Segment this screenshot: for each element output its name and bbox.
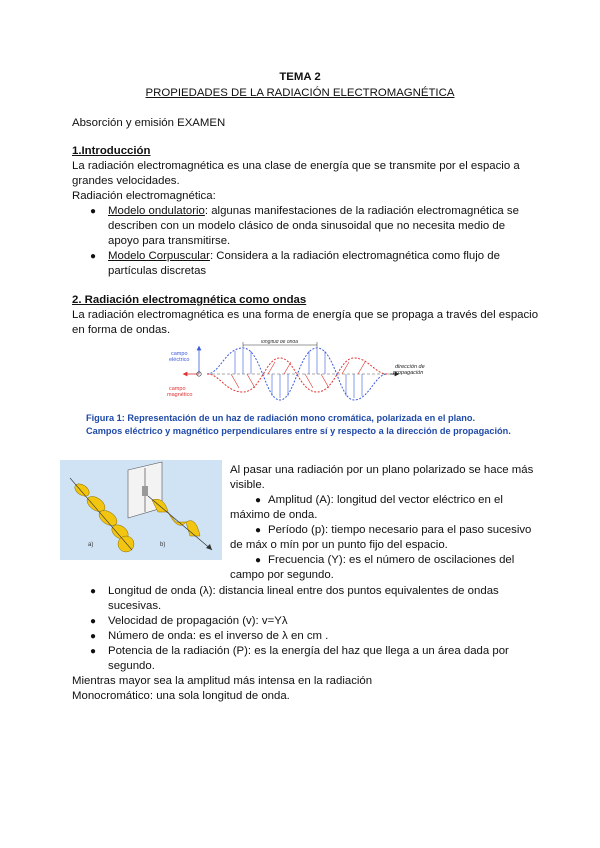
closing-line: Mientras mayor sea la amplitud más intensa en la radiación xyxy=(72,675,373,687)
bullet-icon: ● xyxy=(90,631,97,642)
outer-bullet-potencia: segundo. xyxy=(108,660,155,672)
bullet-text: describen con un modelo clásico de onda sinusoidal que no necesita medio de xyxy=(108,220,506,232)
closing-line: Monocromático: una sola longitud de onda. xyxy=(72,690,290,702)
section2-heading: 2. Radiación electromagnética como ondas xyxy=(72,294,307,306)
inner-bullet-frecuencia: Frecuencia (Υ): es el número de oscilaciones del xyxy=(268,554,515,566)
outer-bullet-longitud: sucesivas. xyxy=(108,600,162,612)
inner-bullet-amplitud: máximo de onda. xyxy=(230,509,318,521)
bullet-icon: ● xyxy=(90,206,97,217)
section2-para-line: La radiación electromagnética es una forma de energía que se propaga a través del espacio xyxy=(72,309,539,321)
polarized-text: visible. xyxy=(230,479,265,491)
inner-bullet-frecuencia: campo por segundo. xyxy=(230,569,334,581)
label-direction: dirección de xyxy=(395,364,425,370)
doc-subtitle: PROPIEDADES DE LA RADIACIÓN ELECTROMAGNÉTICA xyxy=(145,87,455,99)
doc-title: TEMA 2 xyxy=(279,71,321,83)
bullet-icon: ● xyxy=(255,555,262,566)
label-a: a) xyxy=(88,542,94,548)
bullet-icon: ● xyxy=(90,586,97,597)
section2-para-line: en forma de ondas. xyxy=(72,324,171,336)
outer-bullet-potencia: Potencia de la radiación (P): es la energía del haz que llega a un área dada por xyxy=(108,645,509,657)
polarization-figure xyxy=(60,460,222,560)
inner-bullet-periodo: Período (p): tiempo necesario para el paso sucesivo xyxy=(268,524,532,536)
bullet-text: : Considera a la radiación electromagnética como flujo de xyxy=(209,250,500,262)
bullet-text: : algunas manifestaciones de la radiación electromagnética se xyxy=(204,205,519,217)
bullet-icon: ● xyxy=(255,495,262,506)
bullet-text: apoyo para transmitirse. xyxy=(108,235,231,247)
section1-intro: Radiación electromagnética: xyxy=(72,190,216,202)
bullet-icon: ● xyxy=(90,616,97,627)
inner-bullet-periodo: de máx o mín por un punto fijo del espacio. xyxy=(230,539,448,551)
bullet-ondulatorio xyxy=(108,204,519,219)
section1-para-line: grandes velocidades. xyxy=(72,175,180,187)
em-wave-figure xyxy=(165,340,445,410)
figure1-caption: Figura 1: Representación de un haz de radiación mono cromática, polarizada en el plano. xyxy=(86,413,476,423)
figure1-caption: Campos eléctrico y magnético perpendiculares entre sí y respecto a la dirección de propagación. xyxy=(86,426,511,436)
bullet-icon: ● xyxy=(90,251,97,262)
label-direction: propagación xyxy=(393,370,424,376)
polarized-text: Al pasar una radiación por un plano polarizado se hace más xyxy=(230,464,534,476)
outer-bullet-longitud: Longitud de onda (λ): distancia lineal entre dos puntos equivalentes de ondas xyxy=(108,585,499,597)
bullet-text: partículas discretas xyxy=(108,265,207,277)
label-electric: campo xyxy=(171,351,188,357)
bullet-icon: ● xyxy=(255,525,262,536)
section1-para-line: La radiación electromagnética es una clase de energía que se transmite por el espacio a xyxy=(72,160,520,172)
label-wavelength: longitud de onda xyxy=(261,340,298,345)
section1-heading: 1.Introducción xyxy=(72,145,151,157)
bullet-icon: ● xyxy=(90,646,97,657)
outer-bullet-velocidad: Velocidad de propagación (v): v=Υλ xyxy=(108,615,288,627)
label-magnetic: campo xyxy=(169,386,186,392)
outer-bullet-numero-onda: Número de onda: es el inverso de λ en cm . xyxy=(108,630,329,642)
bullet-corpuscular xyxy=(108,249,500,264)
term-modelo-ondulatorio: Modelo ondulatorio xyxy=(108,205,205,217)
inner-bullet-amplitud: Amplitud (A): longitud del vector eléctrico en el xyxy=(268,494,503,506)
term-modelo-corpuscular: Modelo Corpuscular xyxy=(108,250,210,262)
label-magnetic: magnético xyxy=(167,392,193,398)
label-b: b) xyxy=(160,542,166,548)
label-electric: eléctrico xyxy=(169,357,190,363)
exam-note: Absorción y emisión EXAMEN xyxy=(72,117,226,129)
